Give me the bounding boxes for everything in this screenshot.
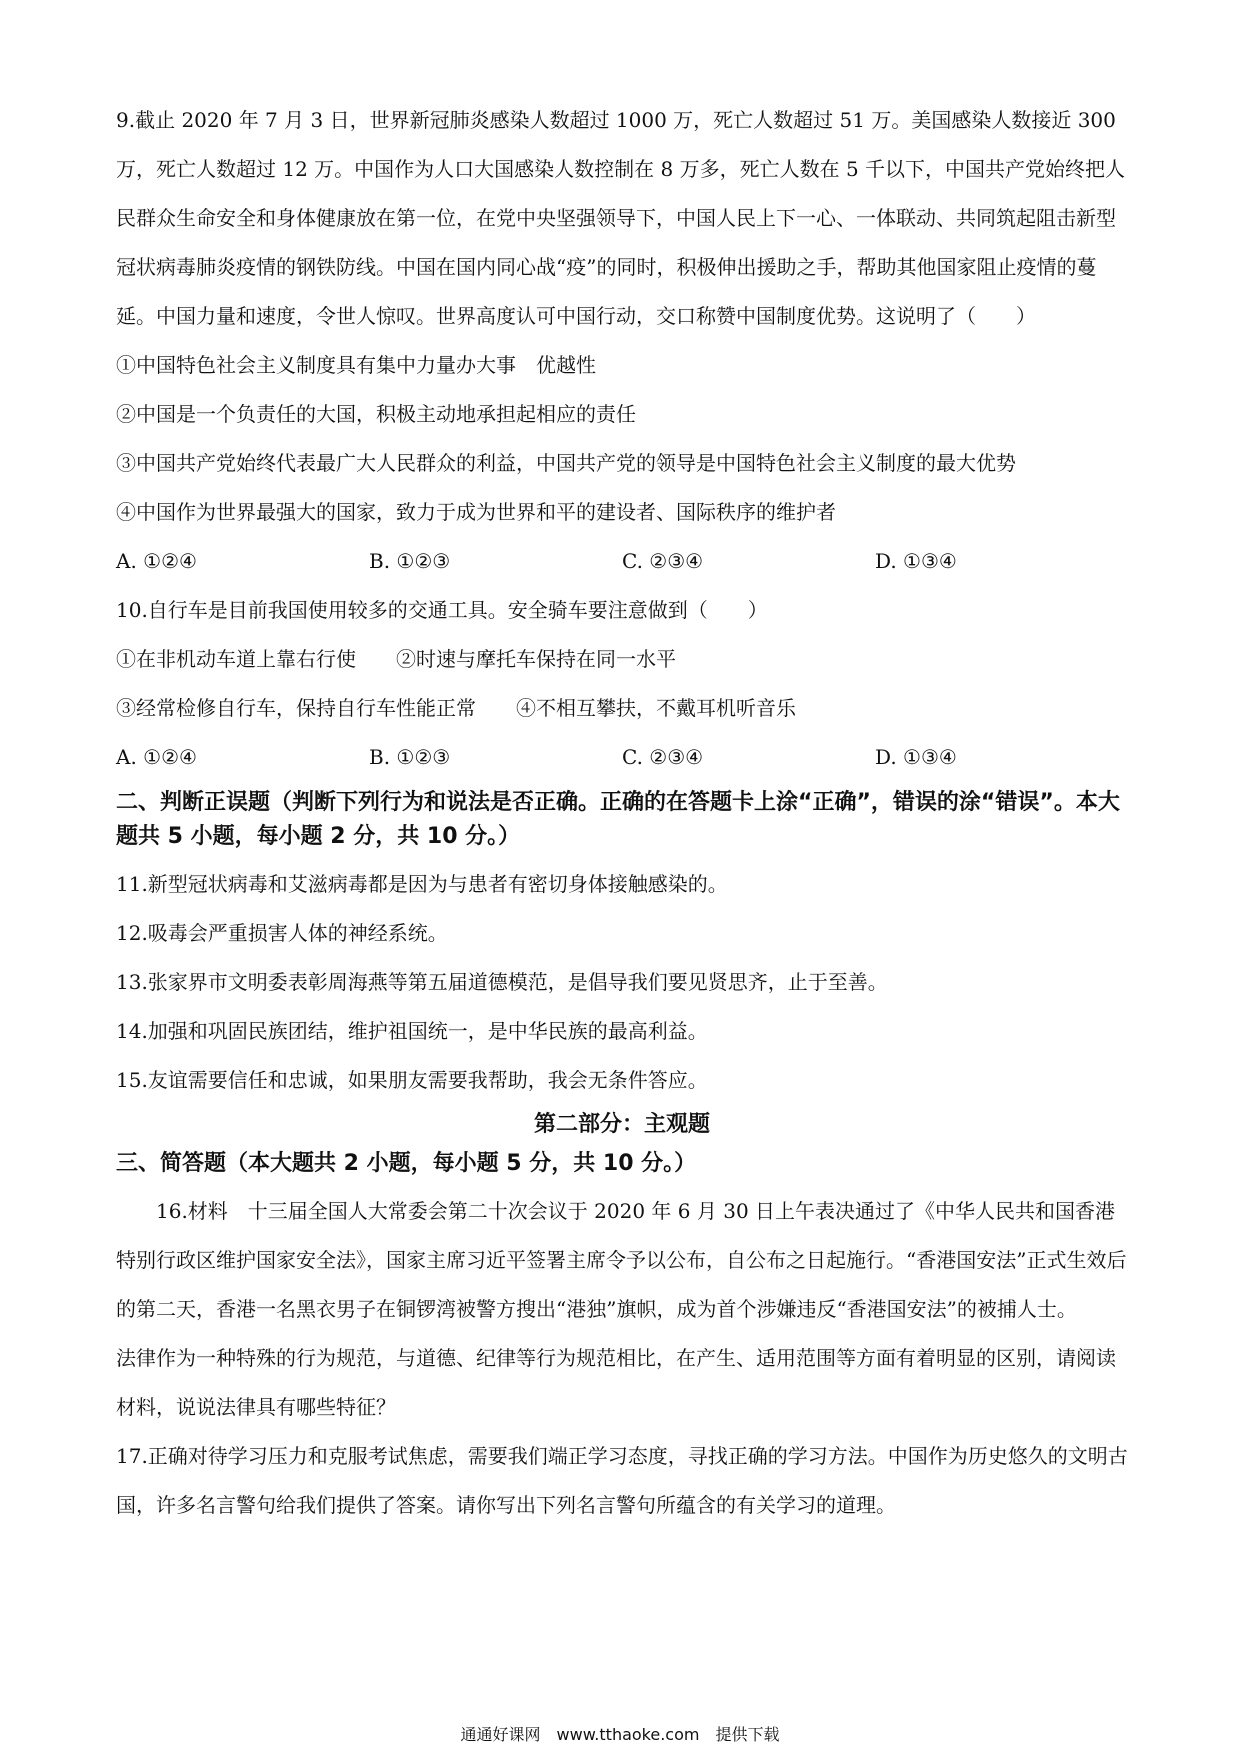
q9-stem: 9.截止 2020 年 7 月 3 日，世界新冠肺炎感染人数超过 1000 万，死亡人数超过 51 万。美国感染人数接近 300 万，死亡人数超过 12 万。中国作为人口大国感染人数控制在 8 万多，死亡人数在 5 千以下，中国共产党始终把人民群众生命安全和身体健康放在第一位，在党中央坚强领导下，中国人民上下一心、一体联动、共同筑起阻击新型冠状病毒肺炎疫情的钢铁防线。中国在国内同心战“疫”的同时，积极伸出援助之手，帮助其他国家阻止疫情的蔓延。中国力量和速度，令世人惊叹。世界高度认可中国行动，交口称赞中国制度优势。这说明了（ ） [116,108,1126,328]
q16-question: 法律作为一种特殊的行为规范，与道德、纪律等行为规范相比，在产生、适用范围等方面有着明显的区别，请阅读材料，说说法律具有哪些特征？ [116,1346,1116,1419]
q9-option-b: B. ①②③ [369,549,451,573]
section-3-title: 三、简答题（本大题共 2 小题，每小题 5 分，共 10 分。） [116,1151,697,1176]
section-2-title: 二、判断正误题（判断下列行为和说法是否正确。正确的在答题卡上涂“正确”，错误的涂“错误”。本大题共 5 小题，每小题 2 分，共 10 分。） [116,790,1120,849]
footer-credit: 通通好课网 www.tthaoke.com 提供下载 [460,1725,780,1744]
q16-material: 16.材料 十三届全国人大常委会第二十次会议于 2020 年 6 月 30 日上午表决通过了《中华人民共和国香港特别行政区维护国家安全法》，国家主席习近平签署主席令予以公布，自公布之日起施行。“香港国安法”正式生效后的第二天，香港一名黑衣男子在铜锣湾被警方搜出“港独”旗帜，成为首个涉嫌违反“香港国安法”的被捕人士。 [116,1199,1127,1321]
part-2-title: 第二部分：主观题 [533,1112,710,1137]
q10-option-a: A. ①②④ [116,745,197,769]
q13: 13.张家界市文明委表彰周海燕等第五届道德模范，是倡导我们要见贤思齐，止于至善。 [116,970,888,994]
q12: 12.吸毒会严重损害人体的神经系统。 [116,921,448,945]
q10-option-d: D. ①③④ [875,745,957,769]
q10-options [116,733,1128,782]
q17: 17.正确对待学习压力和克服考试焦虑，需要我们端正学习态度，寻找正确的学习方法。中国作为历史悠久的文明古国，许多名言警句给我们提供了答案。请你写出下列名言警句所蕴含的有关学习的道理。 [116,1444,1128,1517]
q14: 14.加强和巩固民族团结，维护祖国统一，是中华民族的最高利益。 [116,1019,708,1043]
q10-stem: 10.自行车是目前我国使用较多的交通工具。安全骑车要注意做到（ ） [116,598,768,622]
q11: 11.新型冠状病毒和艾滋病毒都是因为与患者有密切身体接触感染的。 [116,872,728,896]
q10-item-2: ③经常检修自行车，保持自行车性能正常 ④不相互攀扶，不戴耳机听音乐 [116,696,796,720]
q15: 15.友谊需要信任和忠诚，如果朋友需要我帮助，我会无条件答应。 [116,1068,708,1092]
q9-item-4: ④中国作为世界最强大的国家，致力于成为世界和平的建设者、国际秩序的维护者 [116,500,836,524]
q10-option-b: B. ①②③ [369,745,451,769]
exam-page [116,96,1128,1530]
q9-item-3: ③中国共产党始终代表最广大人民群众的利益，中国共产党的领导是中国特色社会主义制度的最大优势 [116,451,1016,475]
q9-option-d: D. ①③④ [875,549,957,573]
q9-options [116,537,1128,586]
q10-option-c: C. ②③④ [622,745,704,769]
q9-item-1: ①中国特色社会主义制度具有集中力量办大事 优越性 [116,353,596,377]
q10-item-1: ①在非机动车道上靠右行使 ②时速与摩托车保持在同一水平 [116,647,676,671]
q9-item-2: ②中国是一个负责任的大国，积极主动地承担起相应的责任 [116,402,636,426]
q9-option-a: A. ①②④ [116,549,197,573]
q9-option-c: C. ②③④ [622,549,704,573]
